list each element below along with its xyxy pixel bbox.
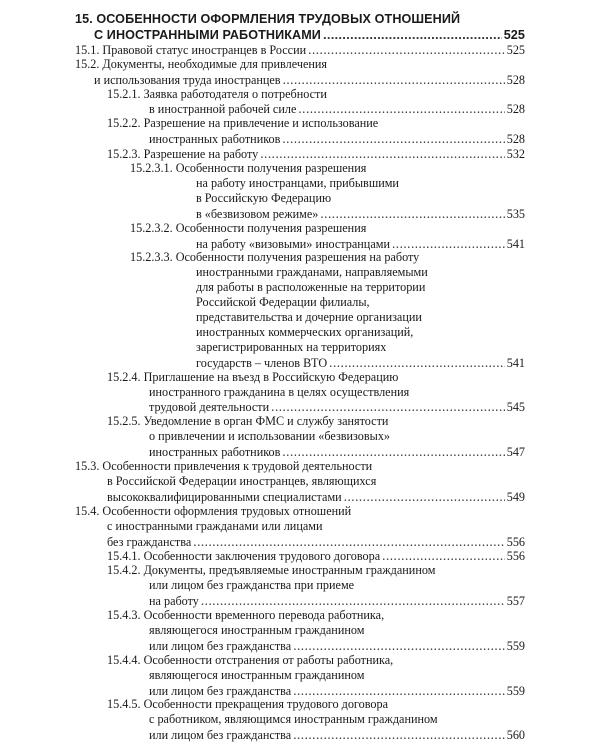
toc-line[interactable] — [107, 653, 393, 668]
toc-line[interactable] — [130, 221, 366, 236]
toc-text: иностранных работников — [149, 445, 281, 460]
toc-line[interactable] — [149, 131, 525, 146]
leader-dots — [282, 131, 504, 146]
toc-text: 15.2.4. Приглашение на въезд в Российскую Федерацию — [107, 369, 399, 384]
toc-text: иностранных коммерческих организаций, — [196, 324, 414, 339]
leader-dots — [329, 355, 505, 370]
page-number: 528 — [506, 132, 525, 147]
toc-line[interactable] — [149, 385, 409, 400]
page-number: 525 — [506, 42, 525, 57]
page-number: 559 — [506, 638, 525, 653]
toc-line[interactable] — [149, 578, 354, 593]
page-number: 560 — [506, 728, 525, 743]
toc-text: без гражданства — [107, 534, 192, 549]
toc-line[interactable] — [196, 340, 386, 355]
toc-text: 15.4.1. Особенности заключения трудового договора — [107, 549, 381, 564]
toc-line[interactable] — [107, 370, 398, 385]
toc-line[interactable] — [149, 399, 525, 414]
toc-line[interactable] — [149, 638, 525, 653]
toc-text: и использования труда иностранцев — [94, 72, 281, 87]
toc-line[interactable] — [130, 161, 366, 176]
toc-line[interactable] — [149, 623, 364, 638]
toc-line[interactable] — [196, 191, 331, 206]
toc-text: или лицом без гражданства — [149, 683, 292, 698]
toc-line[interactable] — [149, 101, 525, 116]
toc-text: зарегистрированных на территориях — [196, 339, 387, 354]
page-number: 528 — [506, 102, 525, 117]
toc-text: с работником, являющимся иностранным гражданином — [149, 712, 438, 727]
page-number: 541 — [506, 236, 525, 251]
toc-text: государств – членов ВТО — [196, 355, 328, 370]
toc-line[interactable] — [130, 250, 419, 265]
toc-line[interactable] — [75, 504, 351, 519]
toc-text: 15.4.2. Документы, предъявляемые иностранным гражданином — [107, 563, 436, 578]
leader-dots — [201, 593, 505, 608]
leader-dots — [293, 638, 505, 653]
toc-line[interactable] — [75, 57, 327, 72]
leader-dots — [344, 489, 505, 504]
toc-text: трудовой деятельности — [149, 400, 270, 415]
toc-line[interactable] — [75, 459, 372, 474]
chapter-title-line2[interactable] — [94, 27, 525, 42]
toc-text: иностранного гражданина в целях осуществления — [149, 384, 410, 399]
toc-text: являющегося иностранным гражданином — [149, 667, 365, 682]
page-number: 545 — [506, 400, 525, 415]
toc-line[interactable] — [196, 310, 422, 325]
toc-line[interactable] — [196, 176, 399, 191]
toc-line[interactable] — [107, 489, 525, 504]
leader-dots — [382, 548, 505, 563]
toc-text: или лицом без гражданства — [149, 638, 292, 653]
toc-text: для работы в расположенные на территории — [196, 280, 426, 295]
toc-text: в Российской Федерации иностранцев, являющихся — [107, 473, 377, 488]
toc-text: 15.2.2. Разрешение на привлечение и использование — [107, 116, 379, 131]
toc-line[interactable] — [149, 593, 525, 608]
leader-dots — [320, 206, 504, 221]
leader-dots — [323, 27, 502, 42]
toc-line[interactable] — [107, 87, 327, 102]
toc-line[interactable] — [107, 608, 384, 623]
page-number: 556 — [506, 549, 525, 564]
toc-text: иностранных работников — [149, 132, 281, 147]
toc-line[interactable] — [149, 683, 525, 698]
toc-line[interactable] — [107, 116, 378, 131]
page-number: 549 — [506, 489, 525, 504]
leader-dots — [193, 534, 504, 549]
toc-line[interactable] — [107, 414, 388, 429]
leader-dots — [293, 727, 505, 742]
toc-line[interactable] — [196, 280, 425, 295]
toc-line[interactable] — [196, 265, 428, 280]
chapter-title-text: С ИНОСТРАННЫМИ РАБОТНИКАМИ — [94, 27, 321, 42]
toc-text: на работу — [149, 594, 199, 609]
toc-text: 15.2.5. Уведомление в орган ФМС и службу занятости — [107, 414, 389, 429]
toc-text: на работу «визовыми» иностранцами — [196, 236, 390, 251]
toc-text: о привлечении и использовании «безвизовых» — [149, 429, 391, 444]
toc-line[interactable] — [94, 72, 525, 87]
leader-dots — [271, 399, 505, 414]
page-number: 541 — [506, 355, 525, 370]
toc-line[interactable] — [107, 519, 323, 534]
toc-line[interactable] — [107, 534, 525, 549]
toc-text: 15.4.3. Особенности временного перевода работника, — [107, 608, 385, 622]
toc-line[interactable] — [196, 206, 525, 221]
toc-line[interactable] — [196, 236, 525, 251]
toc-line[interactable] — [149, 727, 525, 742]
leader-dots — [282, 444, 504, 459]
toc-text: иностранными гражданами, направляемыми — [196, 265, 428, 280]
toc-line[interactable] — [149, 668, 364, 683]
page-number: 528 — [506, 72, 525, 87]
toc-line[interactable] — [149, 712, 438, 727]
toc-text: 15.2.3. Разрешение на работу — [107, 147, 259, 162]
toc-line[interactable] — [107, 563, 435, 578]
toc-line[interactable] — [107, 548, 525, 563]
toc-line[interactable] — [107, 474, 376, 489]
page-number: 559 — [506, 683, 525, 698]
toc-line[interactable] — [107, 146, 525, 161]
toc-line[interactable] — [196, 295, 370, 310]
toc-text: 15.4. Особенности оформления трудовых отношений — [75, 503, 352, 518]
toc-line[interactable] — [75, 42, 525, 57]
chapter-title-line1: 15. ОСОБЕННОСТИ ОФОРМЛЕНИЯ ТРУДОВЫХ ОТНОШЕНИЙ — [75, 12, 461, 26]
toc-text: или лицом без гражданства при приеме — [149, 578, 355, 593]
page-number: 547 — [506, 445, 525, 460]
toc-line[interactable] — [149, 429, 390, 444]
toc-text: 15.2.3.2. Особенности получения разрешения — [130, 220, 367, 235]
page-number: 535 — [506, 206, 525, 221]
toc-text: являющегося иностранным гражданином — [149, 622, 365, 637]
leader-dots — [260, 146, 504, 161]
toc-text: или лицом без гражданства — [149, 728, 292, 743]
toc-text: на работу иностранцами, прибывшими — [196, 175, 399, 190]
page-number: 557 — [506, 594, 525, 609]
page-number: 532 — [506, 147, 525, 162]
toc-text: в иностранной рабочей силе — [149, 102, 297, 117]
toc-line[interactable] — [107, 697, 388, 712]
toc-text: в Российскую Федерацию — [196, 190, 332, 205]
toc-text: представительства и дочерние организации — [196, 310, 422, 324]
page-number: 556 — [506, 534, 525, 549]
leader-dots — [283, 72, 505, 87]
leader-dots — [308, 42, 505, 57]
toc-text: 15.4.4. Особенности отстранения от работы работника, — [107, 652, 394, 667]
leader-dots — [293, 683, 505, 698]
page-number: 525 — [503, 27, 525, 42]
toc-line[interactable] — [196, 325, 413, 340]
toc-line[interactable] — [196, 355, 525, 370]
leader-dots — [298, 101, 504, 116]
toc-text: 15.1. Правовой статус иностранцев в России — [75, 42, 307, 57]
toc-text: с иностранными гражданами или лицами — [107, 518, 323, 533]
toc-text: 15.2.3.3. Особенности получения разрешения на работу — [130, 250, 420, 265]
toc-text: в «безвизовом режиме» — [196, 206, 319, 221]
toc-text: 15.2.1. Заявка работодателя о потребности — [107, 86, 327, 101]
toc-text: 15.2. Документы, необходимые для привлечения — [75, 56, 328, 71]
toc-text: 15.3. Особенности привлечения к трудовой деятельности — [75, 459, 373, 473]
toc-text: высококвалифицированными специалистами — [107, 489, 342, 504]
toc-text: 15.2.3.1. Особенности получения разрешения — [130, 161, 367, 175]
toc-text: 15.4.5. Особенности прекращения трудового договора — [107, 697, 388, 712]
toc-line[interactable] — [149, 444, 525, 459]
leader-dots — [392, 236, 505, 251]
toc-text: Российской Федерации филиалы, — [196, 295, 370, 310]
